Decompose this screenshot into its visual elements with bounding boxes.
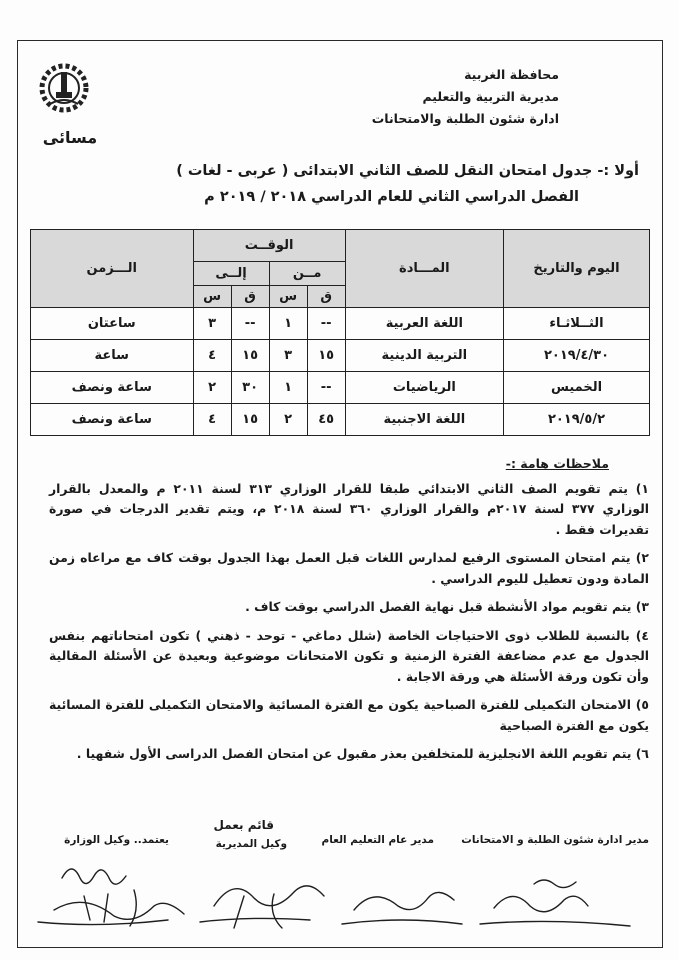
deputy-director-title: وكيل المديرية [215,838,287,850]
note-item: ٦) يتم تقويم اللغة الانجليزية للمتخلفين بعذر مقبول عن امتحان الفصل الدراسى الأول شفهيا . [76,746,649,761]
subject-cell: اللغة الاجنبية [345,404,503,436]
governorate-line: محافظة الغربية [464,67,559,82]
header-from-hour: س [269,286,307,308]
from-hour-cell: ١ [269,372,307,404]
table-row [31,404,650,436]
to-hour-cell: ٤ [193,404,231,436]
header-subject: المـــادة [345,230,503,308]
gear-factory-logo [34,58,94,118]
from-minute-cell: -- [307,308,345,340]
from-minute-cell: -- [307,372,345,404]
note-item: ٣) يتم تقويم مواد الأنشطة قبل نهاية الفصل الدراسي بوقت كاف . [245,599,649,614]
to-minute-cell: ١٥ [231,404,269,436]
handwritten-signatures [24,850,654,942]
notes-title: ملاحظات هامة :- [505,456,609,471]
important-notes [49,454,649,773]
to-minute-cell: ٣٠ [231,372,269,404]
header-to: إلــى [193,262,269,286]
table-row [31,308,650,340]
date-cell: ٢٠١٩/٤/٣٠ [504,340,650,372]
from-hour-cell: ٢ [269,404,307,436]
from-hour-cell: ٣ [269,340,307,372]
director-affairs-title: مدير ادارة شئون الطلبة و الامتحانات [461,834,649,846]
to-hour-cell: ٤ [193,340,231,372]
note-item: ٤) بالنسبة للطلاب ذوى الاحتياجات الخاصة (شلل دماغي - توحد - ذهني ) تكون امتحاناتهم بنفس الجدول مع عدم مضاعفة الفترة الزمنية و تكون الامتحانات موضوعية وبعيدة عن الأسئلة المقالية وأن تكون ورقة الأسئلة هي ورقة الاجابة . [49,627,649,684]
logo-word: مسائى [42,128,98,147]
header-duration: الـــزمن [31,230,194,308]
duration-cell: ساعة ونصف [31,372,194,404]
to-minute-cell: -- [231,308,269,340]
header-to-minute: ق [231,286,269,308]
note-item: ٢) يتم امتحان المستوى الرفيع لمدارس اللغات قبل العمل بهذا الجدول بوقت كاف مع مراعاه زمن المادة ودون تعطيل لليوم الدراسي . [49,550,649,586]
title-line-1: أولا :- جدول امتحان النقل للصف الثاني الابتدائى ( عربى - لغات ) [176,163,639,179]
directorate-line: مديرية التربية والتعليم [422,89,559,104]
title-line-2: الفصل الدراسي الثاني للعام الدراسي ٢٠١٨ / ٢٠١٩ م [204,189,579,205]
header-from-minute: ق [307,286,345,308]
subject-cell: التربية الدينية [345,340,503,372]
note-item: ٥) الامتحان التكميلى للفترة الصباحية يكون مع الفترة المسائية والامتحان التكميلى للفترة المسائية يكون مع الفترة الصباحية [49,697,649,733]
from-minute-cell: ٤٥ [307,404,345,436]
office-header [372,64,559,130]
general-education-title: مدير عام التعليم العام [321,834,434,846]
day-cell: الخميس [504,372,650,404]
duration-cell: ساعة [31,340,194,372]
header-day-date: اليوم والتاريخ [504,230,650,308]
document-title [79,158,639,210]
duration-cell: ساعتان [31,308,194,340]
header-from: مــن [269,262,345,286]
subject-cell: الرياضيات [345,372,503,404]
header-time: الوقــت [193,230,345,262]
approved-undersecretary-title: يعتمد.. وكيل الوزارة [64,834,169,846]
day-cell: الثــلاثـاء [504,308,650,340]
duration-cell: ساعة ونصف [31,404,194,436]
from-hour-cell: ١ [269,308,307,340]
table-row [31,372,650,404]
date-cell: ٢٠١٩/٥/٢ [504,404,650,436]
to-hour-cell: ٣ [193,308,231,340]
from-minute-cell: ١٥ [307,340,345,372]
acting-title: قائم بعمل [213,818,274,832]
to-minute-cell: ١٥ [231,340,269,372]
administration-line: ادارة شئون الطلبة والامتحانات [371,111,559,126]
header-to-hour: س [193,286,231,308]
table-row [31,340,650,372]
to-hour-cell: ٢ [193,372,231,404]
subject-cell: اللغة العربية [345,308,503,340]
note-item: ١) يتم تقويم الصف الثاني الابتدائي طبقا للقرار الوزاري ٣١٣ لسنة ٢٠١١ م والمعدل بالقرار الوزاري ٣٧٧ لسنة ٢٠١٧م والقرار الوزاري ٣٦٠ لسنة ٢٠١٨ م، ويتم تقدير الدرجات في صورة تقديرات فقط . [49,480,649,537]
exam-schedule-table [30,229,650,436]
